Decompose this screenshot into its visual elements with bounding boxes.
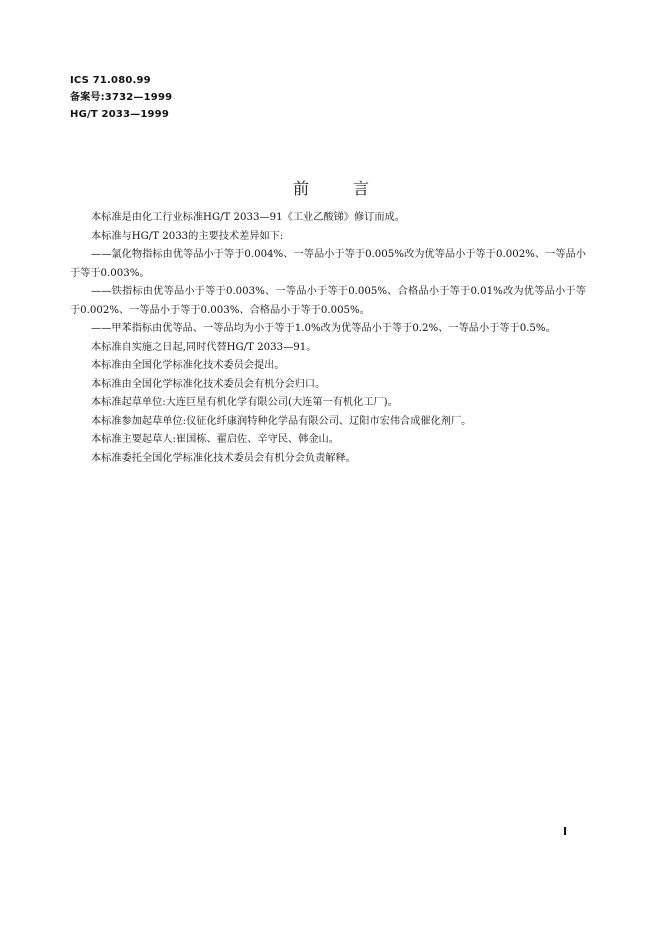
- paragraph-differences-intro: 本标准与HG/T 2033的主要技术差异如下:: [91, 230, 284, 242]
- paragraph-managed-by: 本标准由全国化学标准化技术委员会有机分会归口。: [91, 378, 326, 390]
- filing-number: 备案号:3732—1999: [70, 92, 173, 103]
- foreword-body: [70, 209, 586, 468]
- ics-code: ICS 71.080.99: [70, 75, 151, 86]
- paragraph-chloride: ——氯化物指标由优等品小于等于0.004%、一等品小于等于0.005%改为优等品小于等于0.002%、一等品小于等于0.003%。: [70, 249, 586, 279]
- document-header: [70, 72, 172, 123]
- paragraph-proposed-by: 本标准由全国化学标准化技术委员会提出。: [91, 360, 285, 371]
- paragraph-interpretation: 本标准委托全国化学标准化技术委员会有机分会负责解释。: [91, 452, 356, 464]
- standard-number: HG/T 2033—1999: [70, 109, 169, 120]
- paragraph-iron: ——铁指标由优等品小于等于0.003%、一等品小于等于0.005%、合格品小于等于0.01%改为优等品小于等于0.002%、一等品小于等于0.003%、合格品小于等于0.005%。: [70, 286, 586, 316]
- page-number: I: [563, 825, 568, 838]
- paragraph-drafting-unit: 本标准起草单位:大连巨星有机化学有限公司(大连第一有机化工厂)。: [91, 397, 398, 408]
- paragraph-revision-origin: 本标准是由化工行业标准HG/T 2033—91《工业乙酸锑》修订而成。: [91, 212, 405, 223]
- paragraph-replaces: 本标准自实施之日起,同时代替HG/T 2033—91。: [91, 341, 317, 353]
- paragraph-participating-units: 本标准参加起草单位:仪征化纤康润特种化学品有限公司、辽阳市宏伟合成催化剂厂。: [91, 415, 472, 427]
- page-title: 前言: [292, 179, 413, 198]
- paragraph-drafters: 本标准主要起草人:崔国栋、翟启佐、辛守民、韩金山。: [91, 434, 339, 445]
- paragraph-toluene: ——甲苯指标由优等品、一等品均为小于等于1.0%改为优等品小于等于0.2%、一等品小于等于0.5%。: [91, 323, 556, 334]
